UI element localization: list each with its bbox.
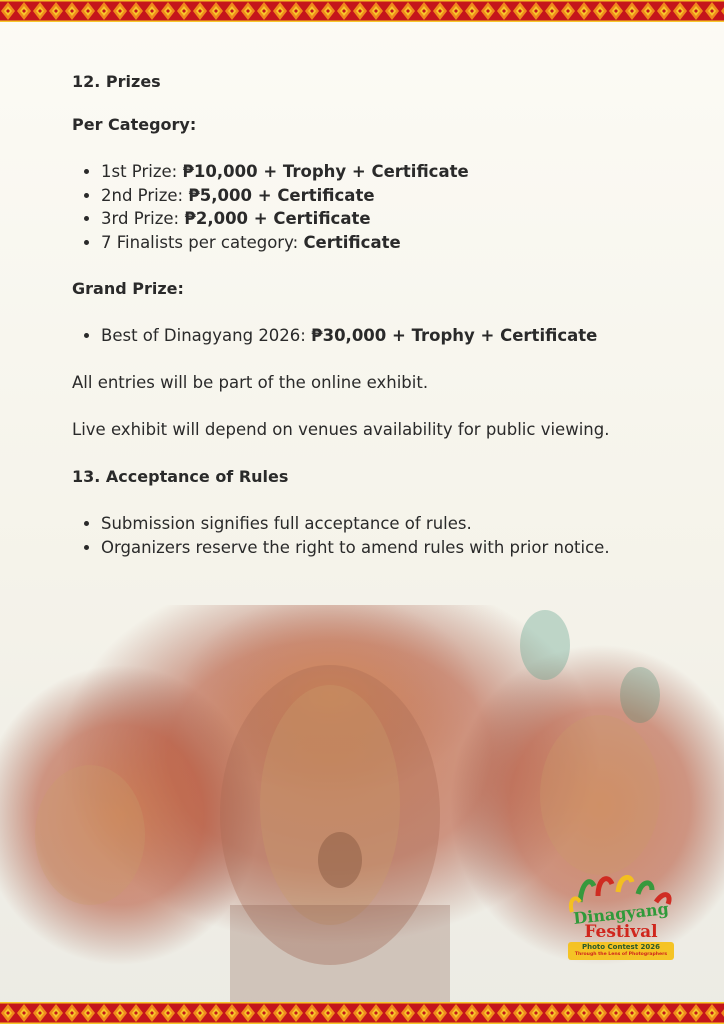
prize-label: 3rd Prize: [101,209,185,229]
prizes-heading: 12. Prizes [72,72,161,91]
prize-label: 1st Prize: [101,162,183,181]
logo-tagline: Through the Lens of Photographers [574,952,668,957]
list-item [101,207,672,231]
per-category-list [72,160,672,254]
prize-value: ₱5,000 + Certificate [188,185,375,205]
prize-value: ₱30,000 + Trophy + Certificate [311,326,598,346]
live-exhibit-text: Live exhibit will depend on venues availability for public viewing. [72,419,610,439]
list-item: • Submission signifies full acceptance of rules. [101,512,672,536]
bottom-decorative-border [0,1002,724,1024]
list-item [101,160,672,184]
prize-label: 7 Finalists per category: [101,232,304,252]
acceptance-heading: 13. Acceptance of Rules [72,466,289,486]
prize-value: ₱10,000 + Trophy + Certificate [182,162,469,181]
per-category-heading: Per Category: [72,115,197,134]
rules-content [72,70,672,582]
dinagyang-festival-logo [560,872,682,972]
prize-value: Certificate [303,232,401,252]
list-item [101,184,672,208]
logo-subtitle: Photo Contest 2026 [582,943,660,951]
list-item: • Organizers reserve the right to amend rules with prior notice. [101,536,672,560]
list-item [101,324,672,348]
acceptance-list [72,512,672,559]
grand-prize-heading: Grand Prize: [72,279,184,299]
online-exhibit-text: All entries will be part of the online exhibit. [72,372,429,392]
list-item [101,231,672,255]
prize-label: Best of Dinagyang 2026: [101,326,312,346]
top-decorative-border [0,0,724,22]
prize-label: 2nd Prize: [101,185,189,205]
logo-title-line1: Dinagyang [572,899,670,928]
grand-prize-list [72,324,672,348]
logo-title-line2: Festival [584,922,658,942]
prize-value: ₱2,000 + Certificate [184,209,371,229]
